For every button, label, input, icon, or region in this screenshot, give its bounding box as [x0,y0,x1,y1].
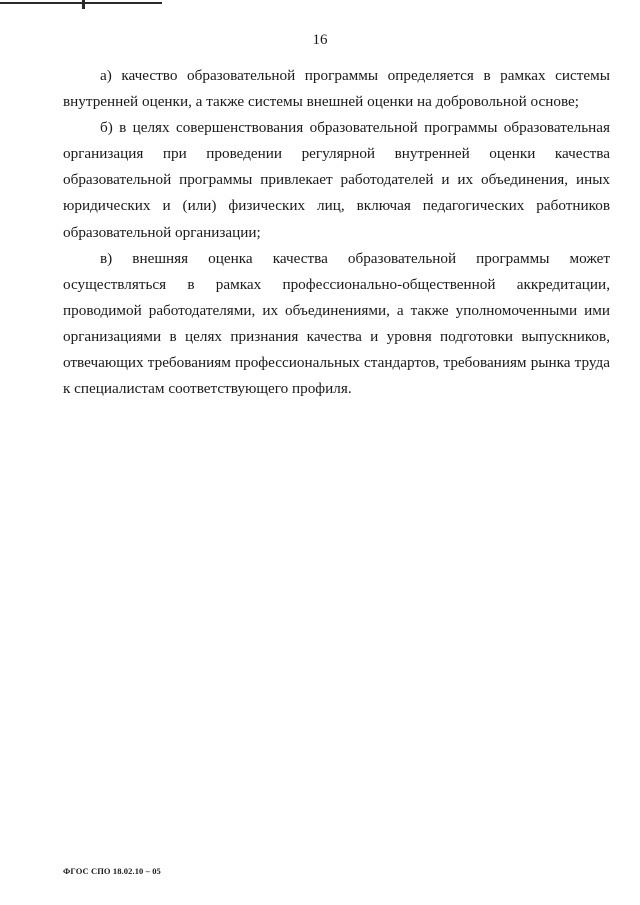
footer-standard-code: ФГОС СПО 18.02.10 – 05 [63,866,161,876]
paragraph-a: а) качество образовательной программы определяется в рамках системы внутренней оценки, а также системы внешней оценки на добровольной основе; [63,67,610,111]
document-body [63,63,610,402]
paragraph-c: в) внешняя оценка качества образовательной программы может осуществляться в рамках профессионально-общественной аккредитации, проводимой работодателями, их объединениями, а также уполномоченными ими организациями в целях признания качества и уровня подготовки выпускников, отвечающих требованиям профессиональных стандартов, требованиям рынка труда к специалистам соответствующего профиля. [63,249,610,398]
page-number: 16 [312,32,328,48]
top-border-line [0,2,162,4]
paragraph-b: б) в целях совершенствования образовательной программы образовательная организация при проведении регулярной внутренней оценки качества образовательной программы привлекает работодателей и их объединения, иных юридических и (или) физических лиц, включая педагогических работников образовательной организации; [63,119,610,241]
top-border-tick [82,0,85,9]
